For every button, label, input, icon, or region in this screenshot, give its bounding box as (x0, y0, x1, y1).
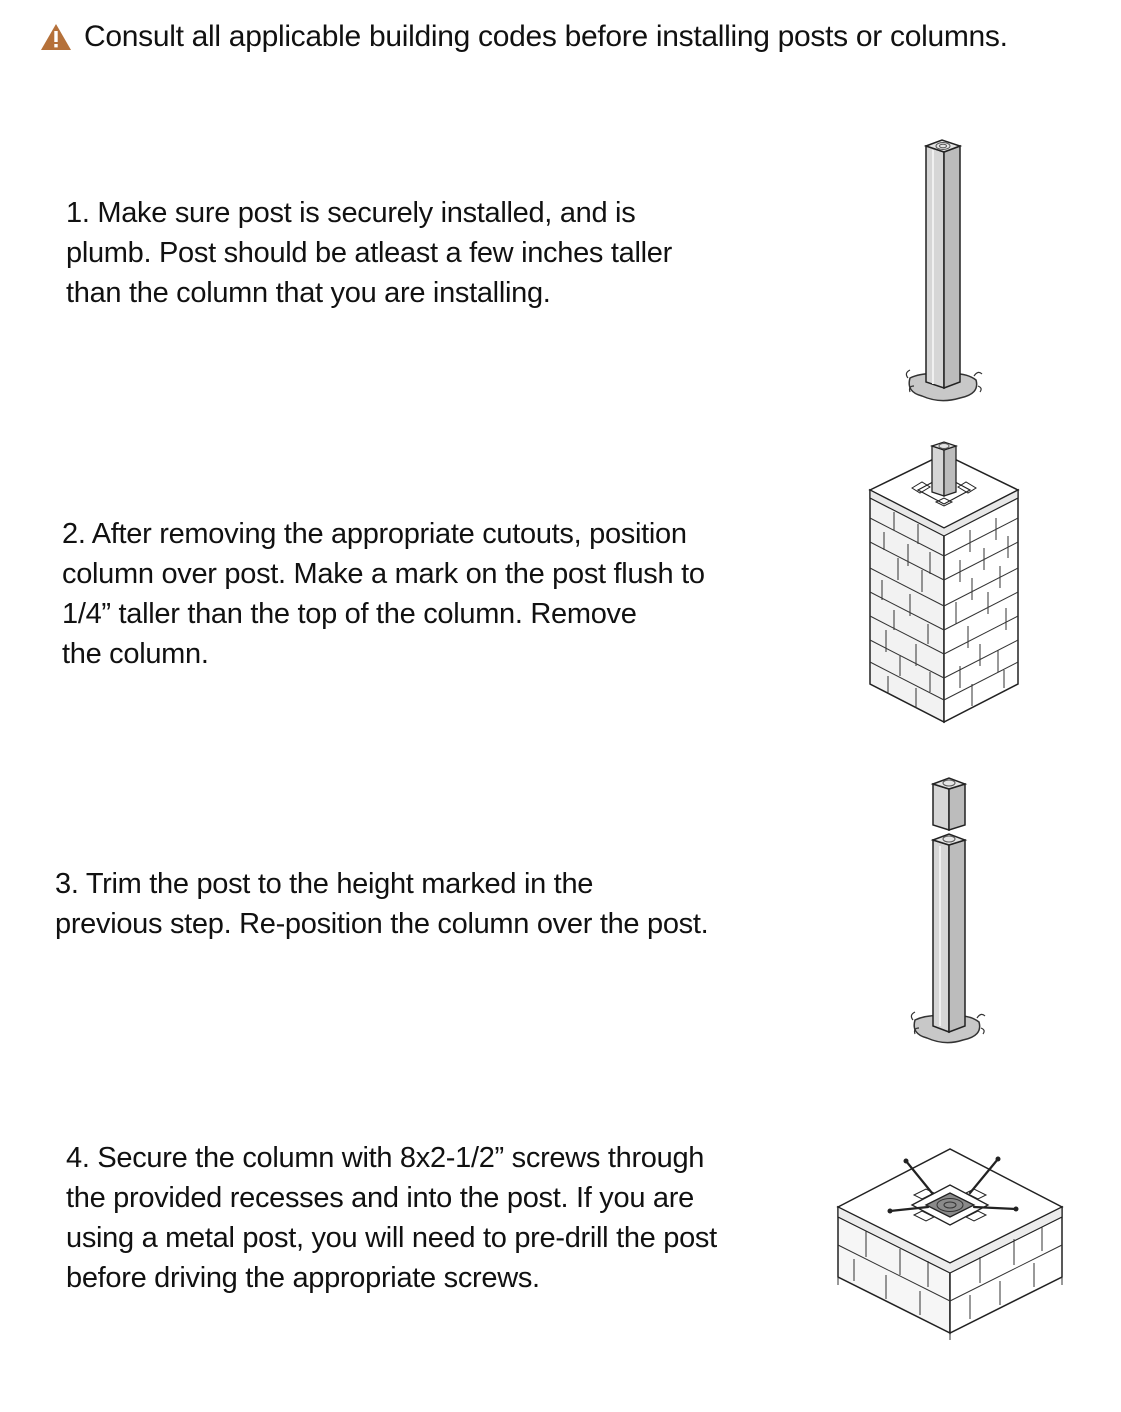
building-code-warning (40, 22, 1110, 52)
stone-column-illustration (860, 432, 1030, 727)
step-1-instruction: 1. Make sure post is securely installed, and is plumb. Post should be atleast a few inches taller than the column that you are installing. (66, 197, 672, 309)
warning-triangle-icon (40, 23, 72, 51)
warning-text: Consult all applicable building codes before installing posts or columns. (84, 20, 1008, 53)
step-3-instruction: 3. Trim the post to the height marked in the previous step. Re-position the column over the post. (55, 868, 709, 940)
installed-post-illustration (900, 130, 990, 410)
trimmed-post-illustration (905, 770, 990, 1055)
step-4-instruction: 4. Secure the column with 8x2-1/2” screws through the provided recesses and into the post. If you are using a metal post, you will need to pre-drill the post before driving the appropriate screws. (66, 1142, 717, 1294)
column-top-screws-illustration (830, 1135, 1070, 1340)
step-2-instruction: 2. After removing the appropriate cutouts, position column over post. Make a mark on the post flush to 1/4” taller than the top of the column. Remove the column. (62, 518, 705, 670)
